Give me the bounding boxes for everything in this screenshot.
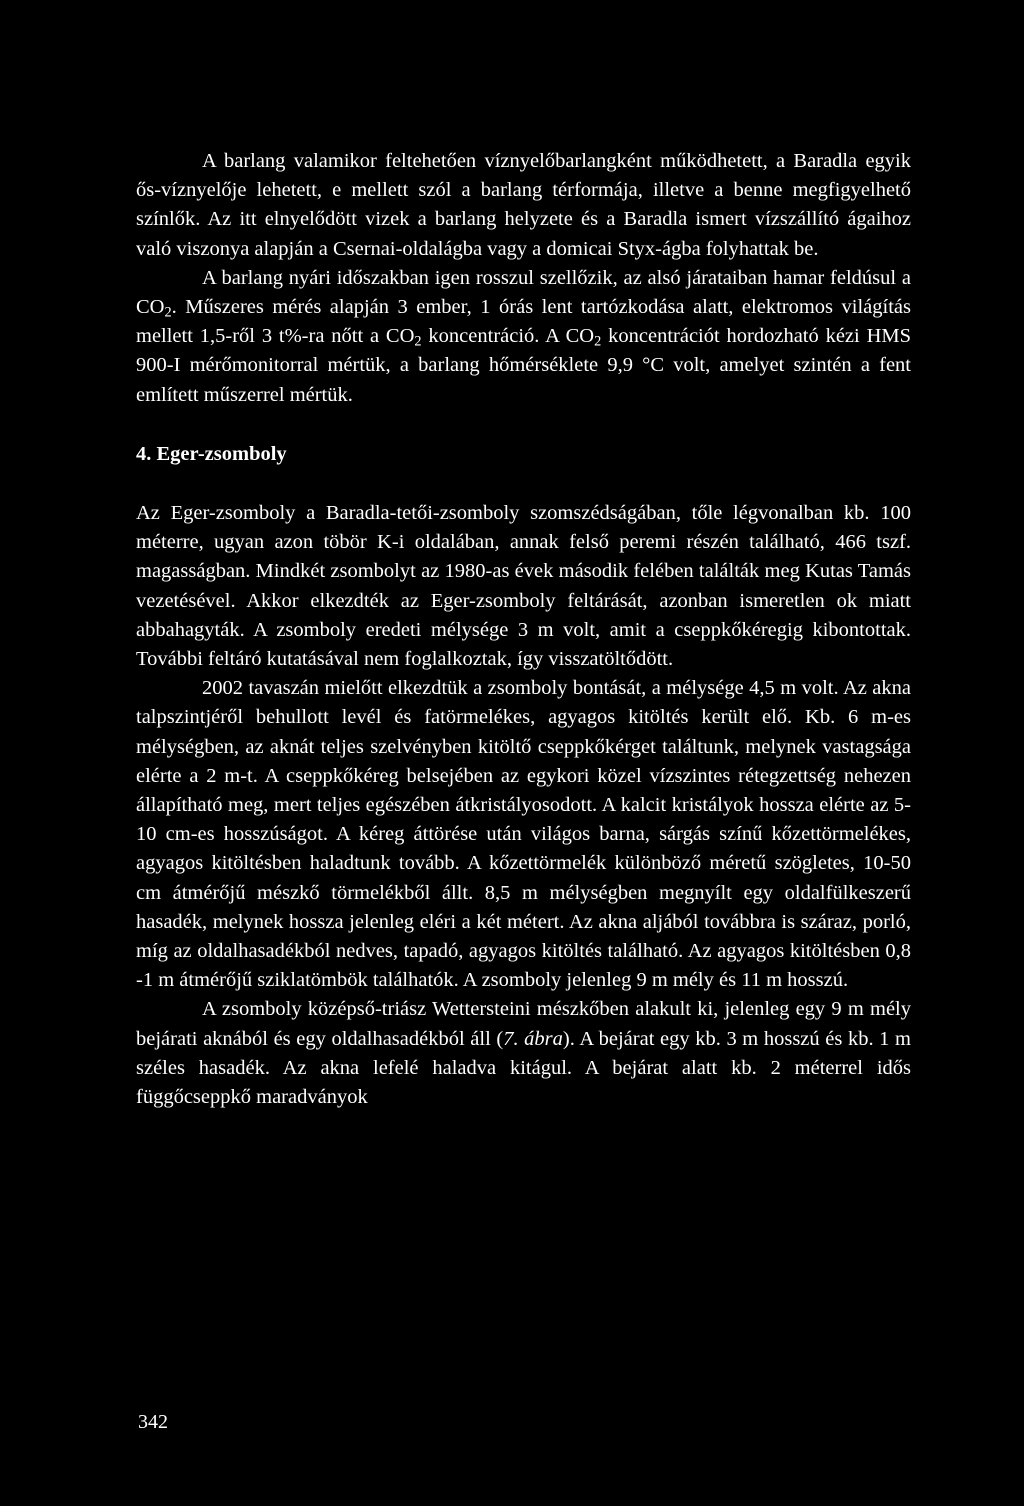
figure-reference: 7. ábra	[503, 1027, 563, 1050]
paragraph-co2-ventilation	[136, 264, 911, 410]
text-span: koncentráció. A CO	[421, 325, 595, 348]
paragraph-eger-location: Az Eger-zsomboly a Baradla-tetői-zsomboly szomszédságában, tőle légvonalban kb. 100 méterre, ugyan azon töbör K-i oldalában, annak felső peremi részén található, 466 tszf. magasságban. Mindkét zsombolyt az 1980-as évek második felében találták meg Kutas Tamás vezetésével. Akkor elkezdték az Eger-zsomboly feltárását, azonban ismeretlen ok miatt abbahagyták. A zsomboly eredeti mélysége 3 m volt, amit a cseppkőkéregig kibontottak. További feltáró kutatásával nem foglalkoztak, így visszatöltődött.	[136, 502, 911, 671]
paragraph-geology	[136, 995, 911, 1112]
section-heading: 4. Eger-zsomboly	[136, 442, 287, 465]
text-span: A zsomboly középső-triász Wettersteini mészkőben alakult ki, jelenleg egy 9 m mély bejárati aknából és egy oldalhasadékból áll (	[136, 998, 911, 1050]
subscript: 2	[164, 304, 172, 321]
paragraph-excavation: 2002 tavaszán mielőtt elkezdtük a zsomboly bontását, a mélysége 4,5 m volt. Az akna talpszintjéről behullott levél és fatörmelékes, agyagos kitöltés került elő. Kb. 6 m-es mélységben, az aknát teljes szelvényben kitöltő cseppkőkérget találtunk, melynek vastagsága elérte a 2 m-t. A cseppkőkéreg belsejében az egykori közel vízszintes rétegzettség nehezen állapítható meg, mert teljes egészében átkristályosodott. A kalcit kristályok hossza elérte az 5-10 cm-es hosszúságot. A kéreg áttörése után világos barna, sárgás színű kőzettörmelékes, agyagos kitöltésben haladtunk tovább. A kőzettörmelék különböző méretű szögletes, 10-50 cm átmérőjű mészkő törmelékből állt. 8,5 m mélységben megnyílt egy oldalfülkeszerű hasadék, melynek hossza jelenleg eléri a két métert. Az akna aljából továbbra is száraz, porló, míg az oldalhasadékból nedves, tapadó, agyagos kitöltés található. Az agyagos kitöltésben 0,8 -1 m átmérőjű sziklatömbök találhatók. A zsomboly jelenleg 9 m mély és 11 m hosszú.	[136, 677, 911, 992]
page-body	[136, 147, 911, 1112]
text-span: ). A bejárat egy kb. 3 m hosszú és kb. 1 m széles hasadék. Az akna lefelé haladva kitágul. A bejárat alatt kb. 2 méterrel idős függőcseppkő maradványok	[136, 1027, 911, 1109]
page-number: 342	[138, 1411, 168, 1433]
paragraph-cave-origin: A barlang valamikor feltehetően víznyelőbarlangként működhetett, a Baradla egyik ős-víznyelője lehetett, e mellett szól a barlang térformája, illetve a benne megfigyelhető színlők. Az itt elnyelődött vizek a barlang helyzete és a Baradla ismert vízszállító ágaihoz való viszonya alapján a Csernai-oldalágba vagy a domicai Styx-ágba folyhattak be.	[136, 150, 911, 260]
subscript: 2	[594, 333, 602, 350]
text-span: A barlang nyári időszakban igen rosszul szellőzik, az alsó járataiban hamar feldúsul a CO	[136, 266, 911, 319]
subscript: 2	[414, 333, 422, 350]
text-span: . Műszeres mérés alapján 3 ember, 1 órás lent tartózkodása alatt, elektromos világítás mellett 1,5-ről 3 t%-ra nőtt a CO	[136, 296, 911, 348]
text-span: koncentrációt hordozható kézi HMS 900-I mérőmonitorral mértük, a barlang hőmérséklete 9,9 °C volt, amelyet szintén a fent említett műszerrel mértük.	[136, 325, 911, 406]
